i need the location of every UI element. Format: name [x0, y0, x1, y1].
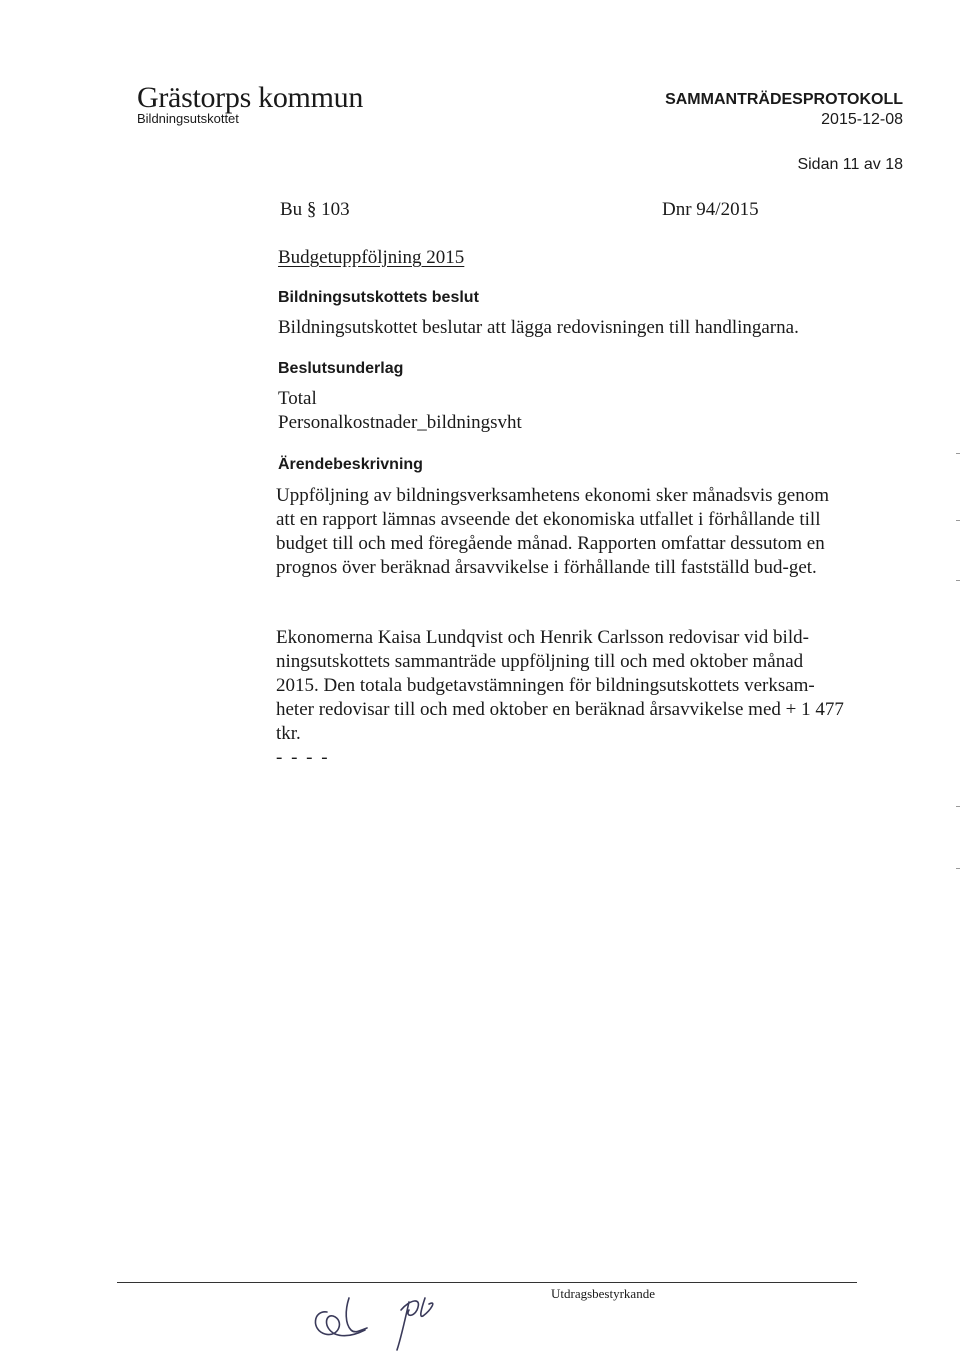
meeting-date: 2015-12-08	[821, 111, 903, 128]
basis-heading: Beslutsunderlag	[278, 360, 404, 377]
scan-mark	[956, 453, 960, 454]
paragraph-number: Bu § 103	[280, 199, 350, 220]
section-separator: - - - -	[276, 747, 330, 768]
decision-heading: Bildningsutskottets beslut	[278, 289, 479, 306]
decision-text: Bildningsutskottet beslutar att lägga redovisningen till handlingarna.	[278, 317, 799, 338]
scan-mark	[956, 520, 960, 521]
item-title: Budgetuppföljning 2015	[278, 247, 465, 268]
description-paragraph: Uppföljning av bildningsverksamhetens ekonomi sker månadsvis genom att en rapport lämnas avseende det ekonomiska utfallet i förhållande till budget till och med föregående månad. Rapporten omfattar dessutom en prognos över beräknad årsavvikelse i förhållande till fastställd bud-get.	[276, 485, 830, 578]
scan-mark	[956, 806, 960, 807]
document-type: SAMMANTRÄDESPROTOKOLL	[665, 91, 903, 108]
basis-item: Total	[278, 388, 317, 409]
organization-name: Grästorps kommun	[137, 81, 364, 114]
handwritten-initials	[305, 1290, 465, 1358]
certification-label: Utdragsbestyrkande	[551, 1286, 655, 1301]
scan-mark	[956, 868, 960, 869]
registration-number: Dnr 94/2015	[662, 199, 759, 220]
department-name: Bildningsutskottet	[137, 111, 239, 126]
page-number: Sidan 11 av 18	[797, 156, 903, 173]
description-heading: Ärendebeskrivning	[278, 456, 423, 473]
scan-mark	[956, 580, 960, 581]
description-paragraph: Ekonomerna Kaisa Lundqvist och Henrik Carlsson redovisar vid bild-ningsutskottets sammanträde uppföljning till och med oktober månad 2015. Den totala budgetavstämningen för bildningsutskottets verksam-heter redovisar till och med oktober en beräknad årsavvikelse med + 1 477 tkr.	[276, 627, 844, 744]
basis-item: Personalkostnader_bildningsvht	[278, 412, 522, 433]
footer-rule	[117, 1282, 857, 1283]
